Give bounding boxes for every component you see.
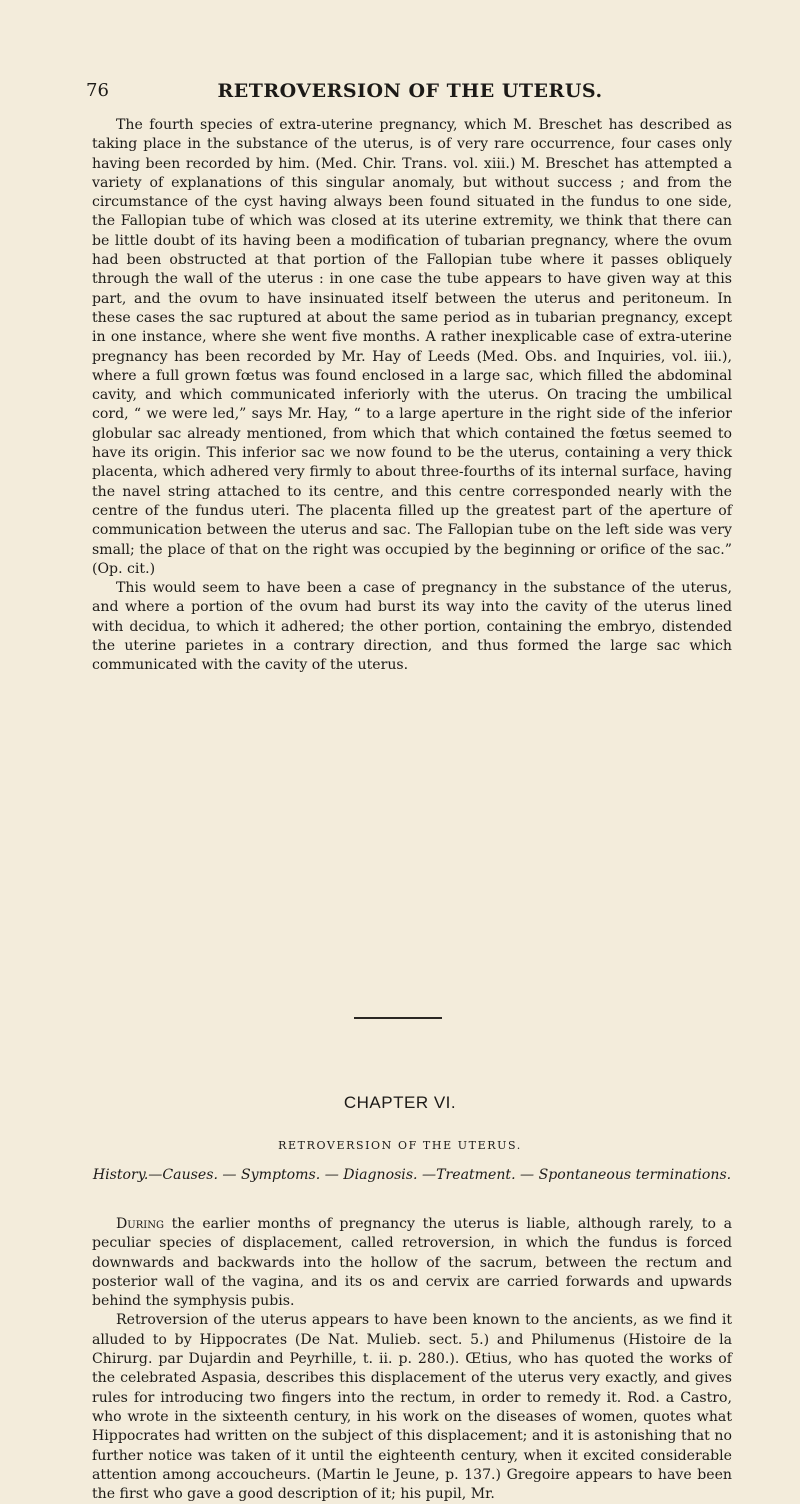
paragraph-rest: the earlier months of pregnancy the uterus is liable, although rarely, to a peculiar species of displacement, called retroversion, in which the fundus is forced downwards and backwards into the hollow of the sacrum, between the rectum and posterior wall of the vagina, and its os and cervix are carried forwards and upwards behind the symphysis pubis. <box>92 1216 732 1310</box>
paragraph <box>92 1215 732 1311</box>
chapter-synopsis: History.—Causes. — Symptoms. — Diagnosis. —Treatment. — Spontaneous terminations. <box>92 1167 732 1183</box>
paragraph: The fourth species of extra-uterine pregnancy, which M. Breschet has described as taking place in the substance of the uterus, is of very rare occurrence, four cases only having been recorded by him. (Med. Chir. Trans. vol. xiii.) M. Breschet has attempted a variety of explanations of this singular anomaly, but without success ; and from the circumstance of the cyst having always been found situated in the fundus to one side, the Fallopian tube of which was closed at its uterine extremity, we think that there can be little doubt of its having been a modification of tubarian pregnancy, where the ovum had been obstructed at that portion of the Fallopian tube where it passes obliquely through the wall of the uterus : in one case the tube appears to have given way at this part, and the ovum to have insinuated itself between the uterus and peritoneum. In these cases the sac ruptured at about the same period as in tubarian pregnancy, except in one instance, where she went five months. A rather inexplicable case of extra-uterine pregnancy has been recorded by Mr. Hay of Leeds (Med. Obs. and Inquiries, vol. iii.), where a full grown fœtus was found enclosed in a large sac, which filled the abdominal cavity, and which communicated inferiorly with the uterus. On tracing the umbilical cord, “ we were led,” says Mr. Hay, “ to a large aperture in the right side of the inferior globular sac already mentioned, from which that which contained the fœtus seemed to have its origin. This inferior sac we now found to be the uterus, containing a very thick placenta, which adhered very firmly to about three-fourths of its internal surface, having the navel string attached to its centre, and this centre corresponded nearly with the centre of the fundus uteri. The placenta filled up the greatest part of the aperture of communication between the uterus and sac. The Fallopian tube on the left side was very small; the place of that on the right was occupied by the beginning or orifice of the sac.” (Op. cit.) <box>92 117 732 577</box>
section-extra-uterine-text <box>92 116 732 676</box>
chapter-title: CHAPTER VI. <box>343 1093 457 1112</box>
section-retroversion-text <box>92 1215 732 1504</box>
lead-word: During <box>116 1216 164 1232</box>
running-title: RETROVERSION OF THE UTERUS. <box>217 80 603 102</box>
page-number: 76 <box>86 80 109 101</box>
section-divider <box>354 1017 442 1019</box>
page-header <box>86 80 734 108</box>
paragraph: Retroversion of the uterus appears to have been known to the ancients, as we find it alluded to by Hippocrates (De Nat. Mulieb. sect. 5.) and Philumenus (Histoire de la Chirurg. par Dujardin and Peyrhille, t. ii. p. 280.). Œtius, who has quoted the works of the celebrated Aspasia, describes this displacement of the uterus very exactly, and gives rules for introducing two fingers into the rectum, in order to remedy it. Rod. a Castro, who wrote in the sixteenth century, in his work on the diseases of women, quotes what Hippocrates had written on the subject of this displacement; and it is astonishing that no further notice was taken of it until the eighteenth century, when it excited considerable attention among accoucheurs. (Martin le Jeune, p. 137.) Gregoire appears to have been the first who gave a good description of it; his pupil, Mr. <box>92 1312 732 1503</box>
chapter-subtitle: RETROVERSION OF THE UTERUS. <box>278 1139 522 1152</box>
paragraph: This would seem to have been a case of pregnancy in the substance of the uterus, and where a portion of the ovum had burst its way into the cavity of the uterus lined with decidua, to which it adhered; the other portion, containing the embryo, distended the uterine parietes in a contrary direction, and thus formed the large sac which communicated with the cavity of the uterus. <box>92 580 732 674</box>
